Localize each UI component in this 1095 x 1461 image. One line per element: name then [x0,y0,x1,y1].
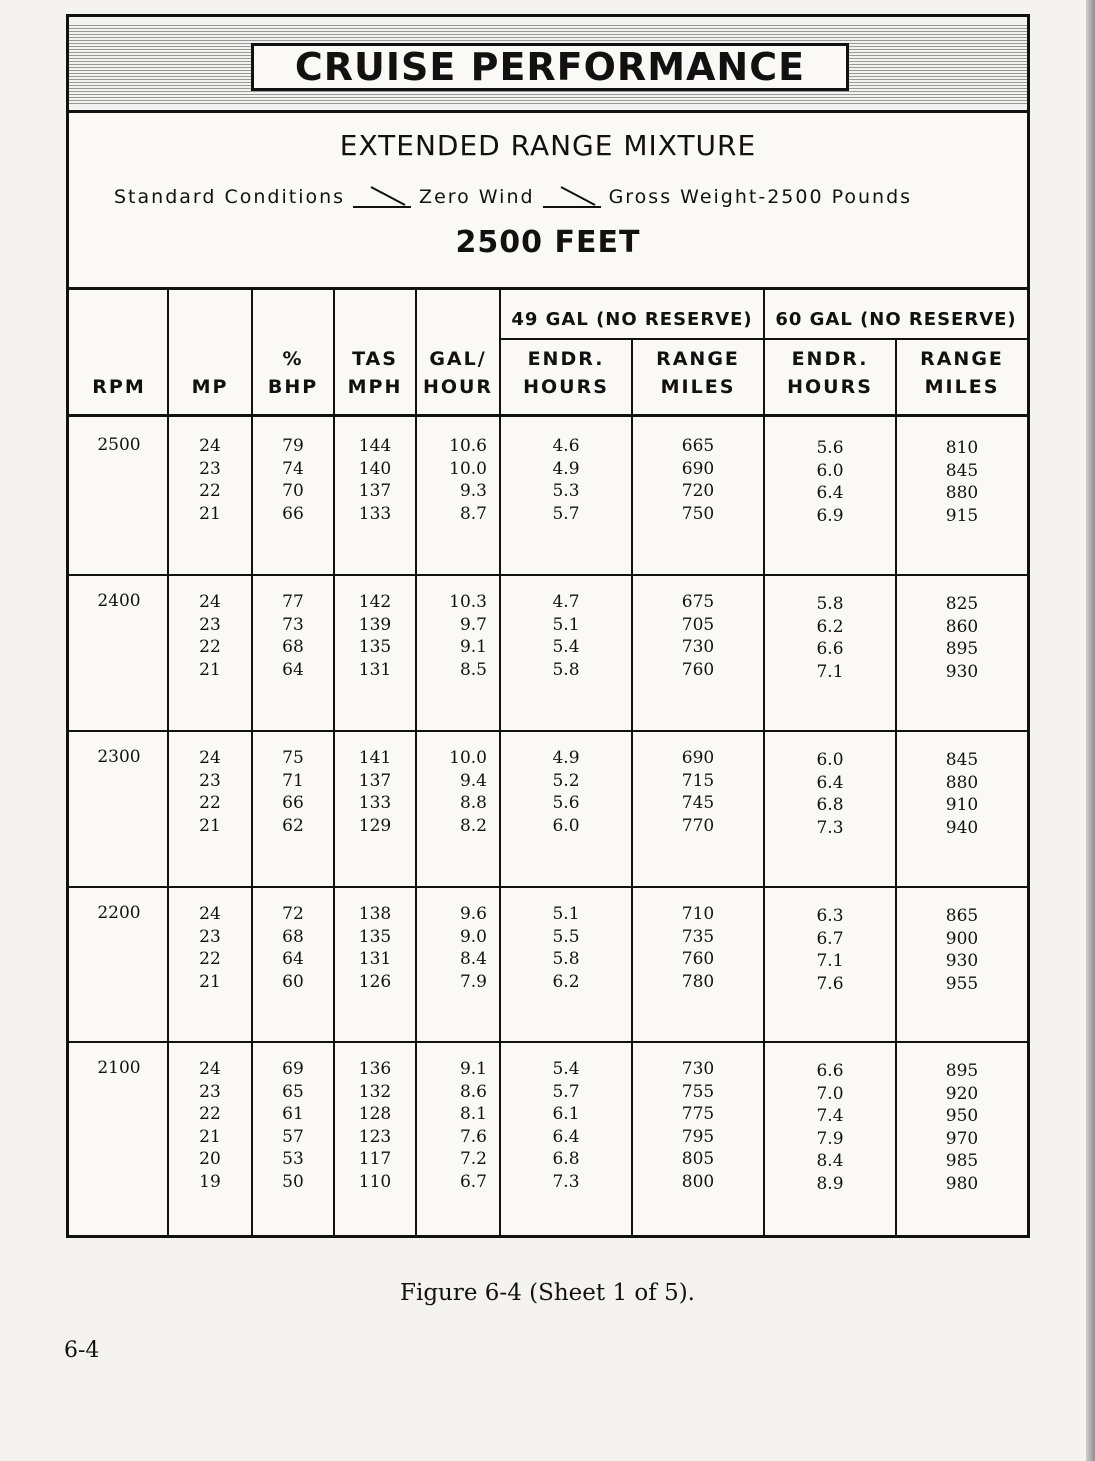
slash-separator-icon [541,185,603,209]
altitude-heading: 2500 FEET [455,225,641,260]
endr49-cell: 5.4 5.7 6.1 6.4 6.8 7.3 [552,1059,580,1192]
col-bhp-header [253,345,333,401]
bhp-cell: 75 71 66 62 [282,748,304,836]
endr60-cell: 5.8 6.2 6.6 7.1 [816,594,844,682]
figure-caption: Figure 6-4 (Sheet 1 of 5). [400,1280,695,1306]
col-range49-line2: MILES [660,376,736,398]
rpm-value: 2200 [97,903,141,923]
range60-cell: 865 900 930 955 [945,906,979,994]
col-gal-line2: HOUR [422,376,494,398]
slash-separator-icon [351,185,413,209]
page-number: 6-4 [64,1338,100,1363]
page-edge-shadow [1086,0,1095,1461]
table-subtitle: EXTENDED RANGE MIXTURE [339,129,757,162]
col-endr60-header [765,345,895,401]
col-tas-line1: TAS [352,348,398,370]
cruise-performance-table [66,14,1030,1238]
endr49-cell: 4.7 5.1 5.4 5.8 [552,592,580,680]
range49-cell: 690 715 745 770 [681,748,715,836]
col-endr49-line2: HOURS [523,376,609,398]
bhp-cell: 72 68 64 60 [282,904,304,992]
col-bhp-line2: BHP [267,376,319,398]
col-endr49-line1: ENDR. [527,348,605,370]
tas-cell: 142 139 135 131 [358,592,392,680]
table-title: CRUISE PERFORMANCE [251,43,849,91]
col-endr60-line1: ENDR. [791,348,869,370]
col-bhp-line1: % [282,348,304,370]
col-tas-line2: MPH [347,376,403,398]
tas-cell: 136 132 128 123 117 110 [358,1059,392,1192]
bhp-cell: 77 73 68 64 [282,592,304,680]
col-range60-line1: RANGE [920,348,1004,370]
mp-cell: 24 23 22 21 [199,436,221,524]
rpm-group-divider [69,886,1027,888]
endr60-cell: 5.6 6.0 6.4 6.9 [816,438,844,526]
col-gal-line1: GAL/ [429,348,487,370]
rpm-value: 2500 [97,435,141,455]
standard-conditions-label: Standard Conditions [114,186,346,208]
title-band [69,17,1027,113]
tas-cell: 141 137 133 129 [358,748,392,836]
col-range60-header [897,345,1027,401]
gal-hour-cell: 10.3 9.7 9.1 8.5 [449,592,487,680]
zero-wind-label: Zero Wind [419,186,535,208]
gal-hour-cell: 9.6 9.0 8.4 7.9 [459,904,487,992]
endr49-cell: 4.9 5.2 5.6 6.0 [552,748,580,836]
col-rpm-header: RPM [92,376,146,398]
rpm-value: 2100 [97,1058,141,1078]
column-header-divider [69,414,1027,417]
range60-cell: 810 845 880 915 [945,438,979,526]
gross-weight-label: Gross Weight-2500 Pounds [608,186,913,208]
col-gal-header [417,345,499,401]
mp-cell: 24 23 22 21 20 19 [199,1059,221,1192]
header-divider [69,287,1027,290]
range49-cell: 675 705 730 760 [681,592,715,680]
endr49-cell: 5.1 5.5 5.8 6.2 [552,904,580,992]
mp-cell: 24 23 22 21 [199,904,221,992]
col-tas-header [335,345,415,401]
col-endr60-line2: HOURS [787,376,873,398]
range60-cell: 825 860 895 930 [945,594,979,682]
gal49-group-header: 49 GAL (NO RESERVE) [511,309,753,330]
tas-cell: 138 135 131 126 [358,904,392,992]
col-range49-line1: RANGE [656,348,740,370]
col-endr49-header [501,345,631,401]
tas-cell: 144 140 137 133 [358,436,392,524]
col-mp-header: MP [191,376,229,398]
rpm-group-divider [69,1041,1027,1043]
bhp-cell: 69 65 61 57 53 50 [282,1059,304,1192]
endr60-cell: 6.6 7.0 7.4 7.9 8.4 8.9 [816,1061,844,1194]
rpm-group-divider [69,730,1027,732]
mp-cell: 24 23 22 21 [199,592,221,680]
endr60-cell: 6.0 6.4 6.8 7.3 [816,750,844,838]
rpm-value: 2400 [97,591,141,611]
col-range49-header [633,345,763,401]
range49-cell: 730 755 775 795 805 800 [681,1059,715,1192]
rpm-value: 2300 [97,747,141,767]
range49-cell: 665 690 720 750 [681,436,715,524]
mp-cell: 24 23 22 21 [199,748,221,836]
conditions-line [114,185,1014,209]
col-range60-line2: MILES [924,376,1000,398]
endr49-cell: 4.6 4.9 5.3 5.7 [552,436,580,524]
gal-hour-cell: 9.1 8.6 8.1 7.6 7.2 6.7 [459,1059,487,1192]
gal-hour-cell: 10.6 10.0 9.3 8.7 [449,436,487,524]
gal60-group-header: 60 GAL (NO RESERVE) [775,309,1017,330]
rpm-group-divider [69,574,1027,576]
endr60-cell: 6.3 6.7 7.1 7.6 [816,906,844,994]
range60-cell: 895 920 950 970 985 980 [945,1061,979,1194]
gal-hour-cell: 10.0 9.4 8.8 8.2 [449,748,487,836]
bhp-cell: 79 74 70 66 [282,436,304,524]
range49-cell: 710 735 760 780 [681,904,715,992]
range60-cell: 845 880 910 940 [945,750,979,838]
